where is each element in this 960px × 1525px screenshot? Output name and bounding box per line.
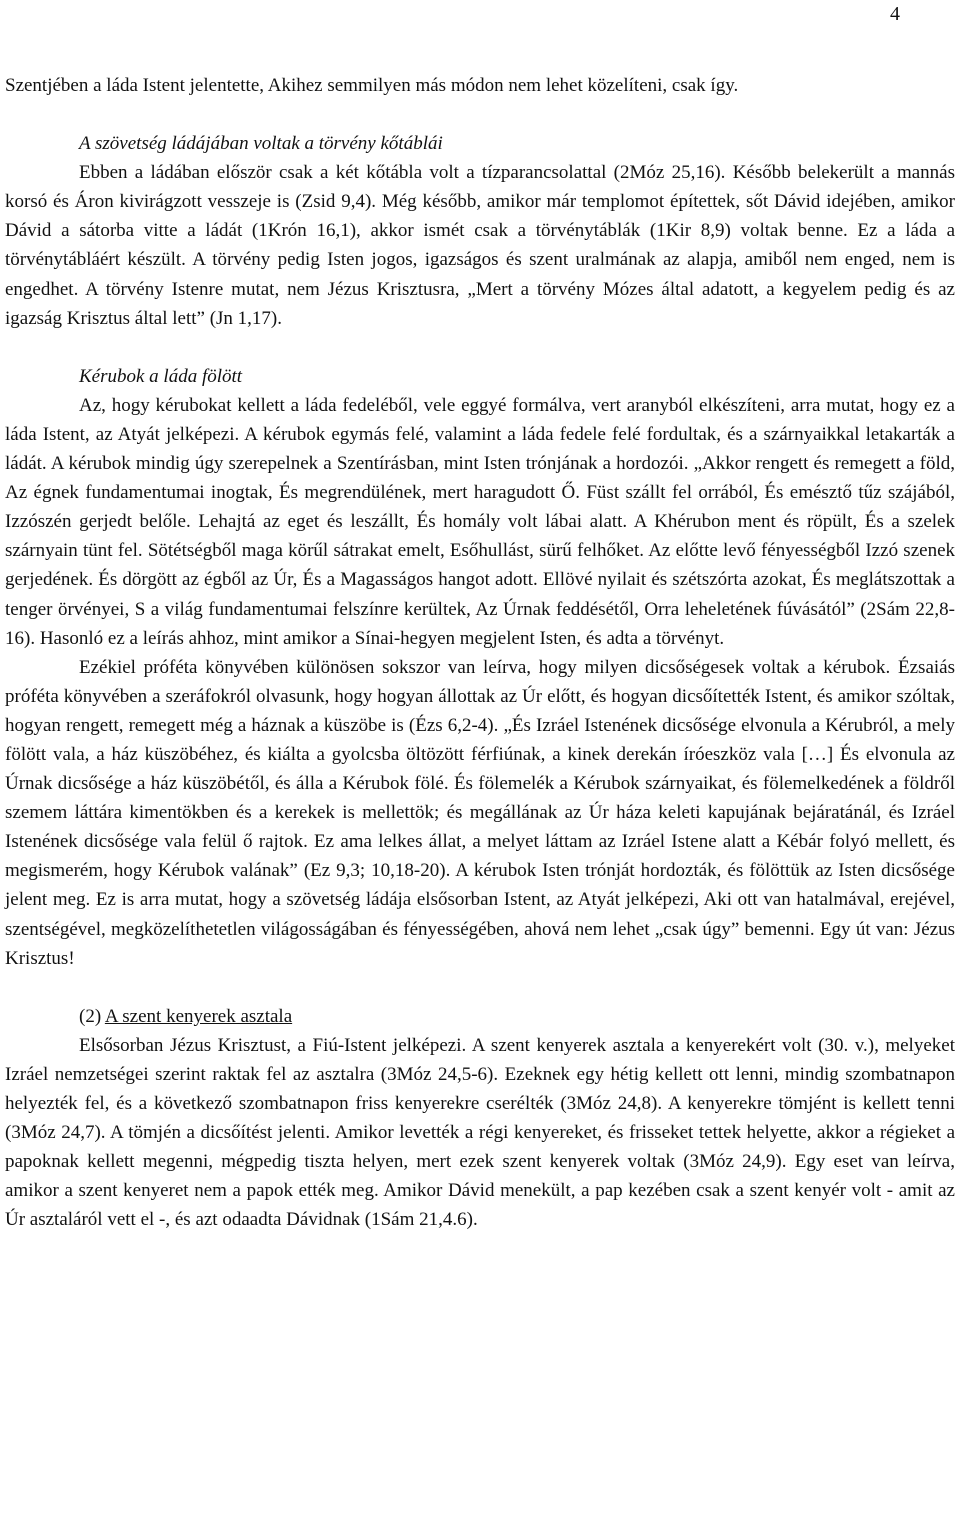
section-heading-torveny: A szövetség ládájában voltak a törvény kőtáblái (79, 133, 443, 155)
paragraph-kerubok-2: Ezékiel próféta könyvében különösen sokszor van leírva, hogy milyen dicsőségesek voltak a kérubok. Ézsaiás próféta könyvében a szeráfokról olvasunk, hogy hogyan állottak az Úr előtt, és hogyan dicsőítették Istent, és amikor szóltak, hogyan rengett, remegett még a háznak a küszöbe is (Ézs 6,2-4). „És Izráel Istenének dicsősége elvonula a Kérubról, a mely fölött vala, a ház küszöbéhez, és kiálta a gyolcsba öltözött férfiúnak, a kinek derekán íróeszköz vala […] És elvonula az Úrnak dicsősége a ház küszöbétől, és álla a Kérubok fölé. És fölemelék a Kérubok szárnyaikat, és fölemelkedének a földről szemem láttára kimentökben és a kerekek is mellettök; és megállának az Úr háza keleti kapujának bejáratánál, és Izráel Istenének dicsősége vala felül ő rajtok. Ez ama lelkes állat, a melyet láttam az Izráel Istene alatt a Kébár folyó mellett, és megismerém, hogy Kérubok valának” (Ez 9,3; 10,18-20). A kérubok Isten trónját hordozták, és fölöttük az Isten dicsősége jelent meg. Ez is arra mutat, hogy a szövetség ládája elsősorban Istent, az Atyát jelképezi, Aki ott van hatalmával, erejével, szentségével, megközelíthetetlen világosságában és fényességében, ahová nem lehet „csak úgy” bemenni. Egy út van: Jézus Krisztus! (5, 656, 955, 969)
document-body (5, 71, 955, 1234)
spacer (5, 100, 955, 129)
section-number: (2) (79, 1005, 102, 1027)
page-number: 4 (890, 3, 900, 25)
spacer (5, 973, 955, 1002)
spacer (5, 333, 955, 362)
section-title-kenyerek: A szent kenyerek asztala (104, 1005, 293, 1027)
section-heading-kenyerek (5, 1002, 955, 1031)
section-heading-kerubok: Kérubok a láda fölött (79, 365, 243, 387)
paragraph-kerubok-1: Az, hogy kérubokat kellett a láda fedeléből, vele eggyé formálva, vert aranyból elkészíteni, arra mutat, hogy ez a láda Istent, az Atyát jelképezi. A kérubok egymás felé, valamint a láda fedele felé fordultak, és a szárnyaikkal letakarták a ládát. A kérubok mindig úgy szerepelnek a Szentírásban, mint Isten trónjának a hordozói. „Akkor rengett és remegett a föld, Az égnek fundamentumai inogtak, És megrendülének, mert haragudott Ő. Füst szállt fel orrából, És emésztő tűz szájából, Izzószén gerjedt belőle. Lehajtá az eget és leszállt, És homály volt lábai alatt. A Khérubon ment és röpült, És a szelek szárnyain tünt fel. Sötétségből maga körűl sátrakat emelt, Esőhullást, sürű felhőket. Az előtte levő fényességből Izzó szenek gerjedének. És dörgött az égből az Úr, És a Magasságos hangot adott. Ellövé nyilait és szétszórta azokat, És meglátszottak a tenger örvényei, S a világ fundamentumai felszínre kerültek, Az Úrnak feddésétől, Orra leheletének fúvásától” (2Sám 22,8-16). Hasonló ez a leírás ahhoz, mint amikor a Sínai-hegyen megjelent Isten, és adta a törvényt. (5, 394, 955, 649)
intro-paragraph: Szentjében a láda Istent jelentette, Akihez semmilyen más módon nem lehet közelíteni, csak így. (5, 75, 739, 96)
paragraph-torveny: Ebben a ládában először csak a két kőtábla volt a tízparancsolattal (2Móz 25,16). Később belekerült a mannás korsó és Áron kivirágzott vesszeje is (Zsid 9,4). Még később, amikor már templomot építettek, sőt Dávid idejében, amikor Dávid a sátorba vitte a ládát (1Krón 16,1), akkor ismét csak a törvénytáblák (1Kir 8,9) voltak benne. Ez a láda a törvénytábláért készült. A törvény pedig Isten jogos, igazságos és szent uralmának az alapja, amiből nem enged, nem is engedhet. A törvény Istenre mutat, nem Jézus Krisztusra, „Mert a törvény Mózes által adatott, a kegyelem pedig és az igazság Krisztus által lett” (Jn 1,17). (5, 162, 955, 329)
paragraph-kenyerek: Elsősorban Jézus Krisztust, a Fiú-Istent jelképezi. A szent kenyerek asztala a kenyerekért volt (30. v.), melyeket Izráel nemzetségei szerint raktak fel az asztalra (3Móz 24,5-6). Ezeknek egy hétig kellett ott lenni, mindig szombatnapon helyezték fel, és a következő szombatnapon friss kenyerekre cserélték (3Móz 24,8). A kenyerekre tömjént is kellett tenni (3Móz 24,7). A tömjén a dicsőítést jelenti. Amikor levették a régi kenyereket, és frisseket tettek helyette, akkor a régieket a papoknak kellett megenni, mégpedig tiszta helyen, mert ezek szent kenyerek voltak (3Móz 24,9). Egy eset van leírva, amikor a szent kenyeret nem a papok ették meg. Amikor Dávid menekült, a pap kezében csak a szent kenyér volt - amit az Úr asztaláról vett el -, és azt odaadta Dávidnak (1Sám 21,4.6). (5, 1034, 955, 1231)
